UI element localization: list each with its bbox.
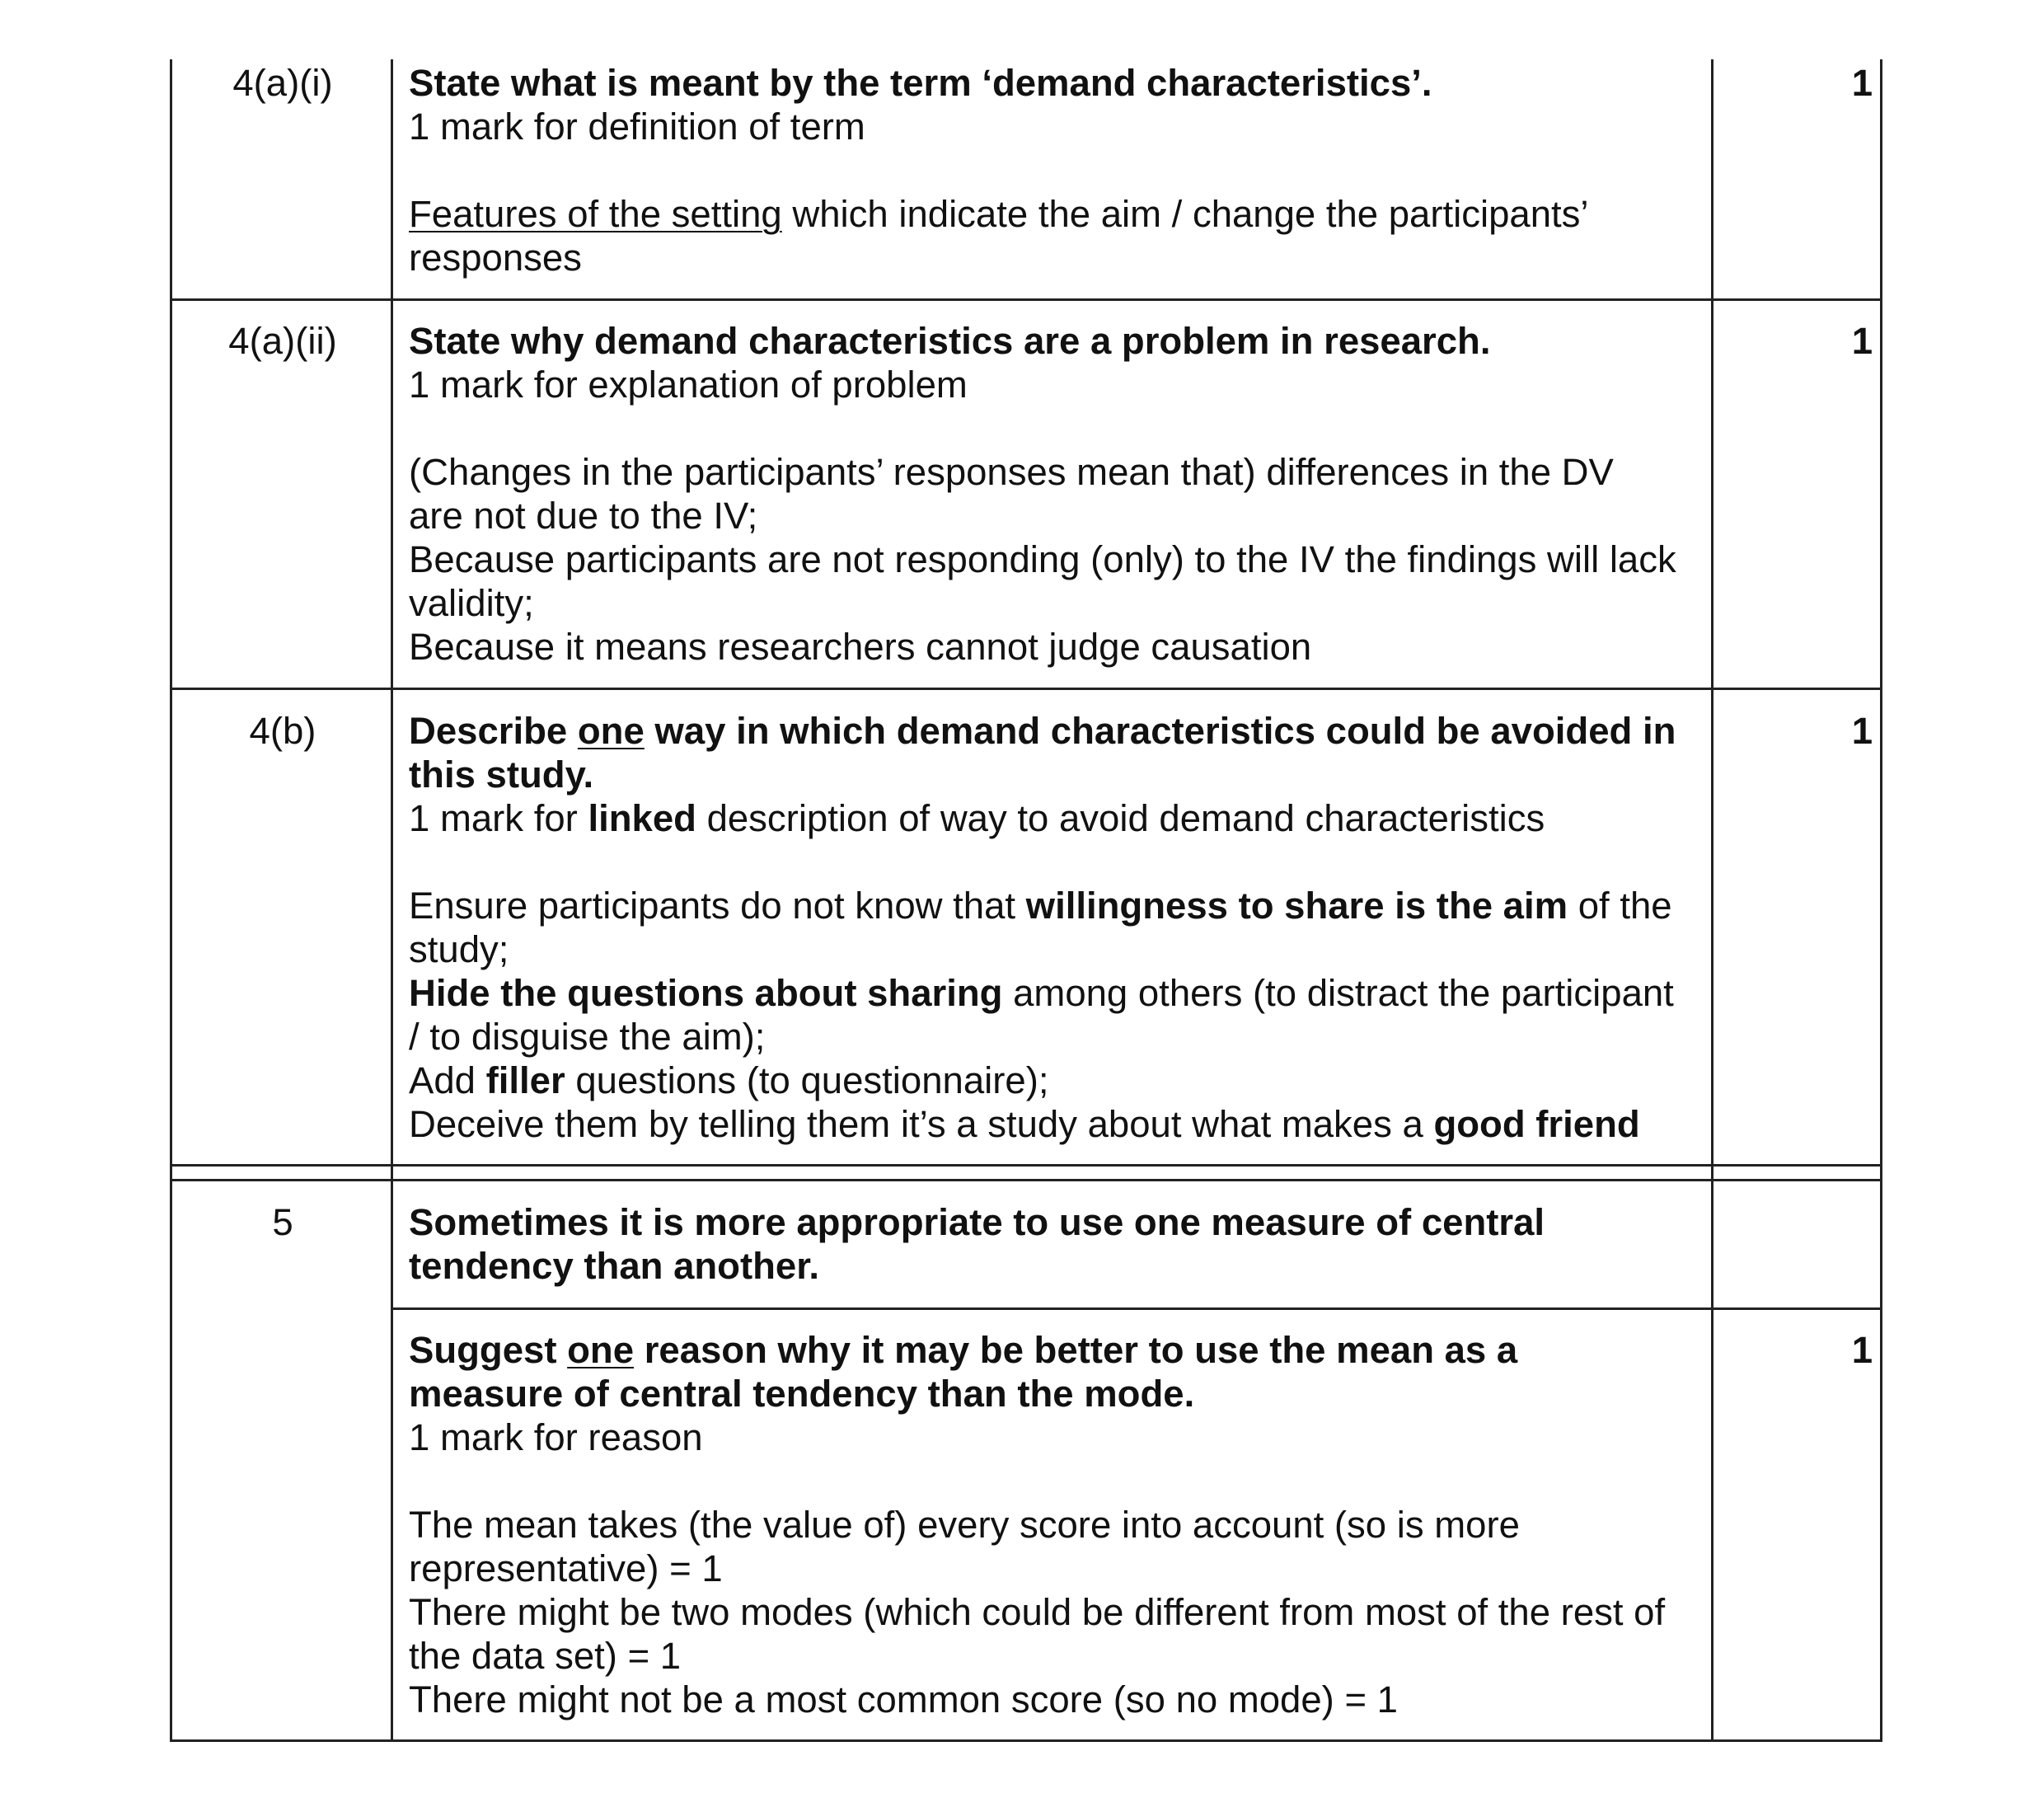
question-text: measure of central tendency than the mode. [409,1373,1195,1415]
question-content [409,319,1719,669]
question-number: 4(a)(i) [232,62,333,104]
marks-value: 1 [1851,320,1873,362]
answer-line: Because it means researchers cannot judge causation [409,626,1312,668]
question-text: Describe one way in which demand characteristics could be avoided in [409,710,1676,752]
question-content [409,1328,1719,1721]
table-border-right [1880,59,1882,1742]
answer-line: validity; [409,582,534,624]
question-stem [409,1200,1719,1288]
marking-guidance: 1 mark for reason [409,1416,703,1458]
underlined-term: Features of the setting [409,193,782,235]
section-divider-top [170,1164,1882,1167]
underlined-term: one [567,1329,635,1371]
underlined-term: one [577,710,645,752]
answer-line: representative) = 1 [409,1547,723,1589]
question-text: State what is meant by the term ‘demand characteristics’. [409,62,1432,104]
table-border-bottom [170,1739,1882,1742]
answer-line: responses [409,237,582,279]
subrow-divider [391,1307,1882,1310]
stem-text: tendency than another. [409,1245,820,1287]
answer-line: Hide the questions about sharing among others (to distract the participant [409,972,1674,1014]
answer-line: (Changes in the participants’ responses mean that) differences in the DV [409,451,1614,493]
marks-value: 1 [1851,710,1873,752]
section-divider-bottom [170,1179,1882,1181]
table-border-left [170,59,172,1742]
answer-line: Deceive them by telling them it’s a study about what makes a good friend [409,1103,1640,1145]
answer-line: the data set) = 1 [409,1635,682,1677]
answer-line: are not due to the IV; [409,495,758,537]
answer-line: The mean takes (the value of) every score into account (so is more [409,1504,1520,1546]
column-divider-1 [391,59,393,1742]
question-content [409,61,1719,279]
marking-guidance: 1 mark for definition of term [409,106,865,148]
question-text: State why demand characteristics are a problem in research. [409,320,1491,362]
row-divider [170,688,1882,690]
answer-line: Features of the setting which indicate the aim / change the participants’ [409,193,1589,235]
answer-line: There might be two modes (which could be different from most of the rest of [409,1591,1666,1633]
question-content [409,709,1719,1146]
stem-text: Sometimes it is more appropriate to use one measure of central [409,1201,1545,1243]
question-text: this study. [409,753,594,796]
question-number: 4(a)(ii) [228,320,337,362]
question-number: 4(b) [249,710,316,752]
question-text: Suggest one reason why it may be better to use the mean as a [409,1329,1518,1371]
marking-guidance: 1 mark for explanation of problem [409,364,968,406]
row-divider [170,298,1882,301]
answer-line: study; [409,928,509,970]
answer-line: There might not be a most common score (so no mode) = 1 [409,1678,1398,1721]
marks-value: 1 [1851,62,1873,104]
answer-line: Add filler questions (to questionnaire); [409,1059,1049,1101]
answer-line: Because participants are not responding (only) to the IV the findings will lack [409,538,1676,580]
marks-value: 1 [1851,1329,1873,1371]
question-number: 5 [272,1201,293,1243]
answer-line: / to disguise the aim); [409,1016,766,1058]
marking-guidance: 1 mark for linked description of way to avoid demand characteristics [409,797,1545,839]
answer-line: Ensure participants do not know that willingness to share is the aim of the [409,885,1672,927]
